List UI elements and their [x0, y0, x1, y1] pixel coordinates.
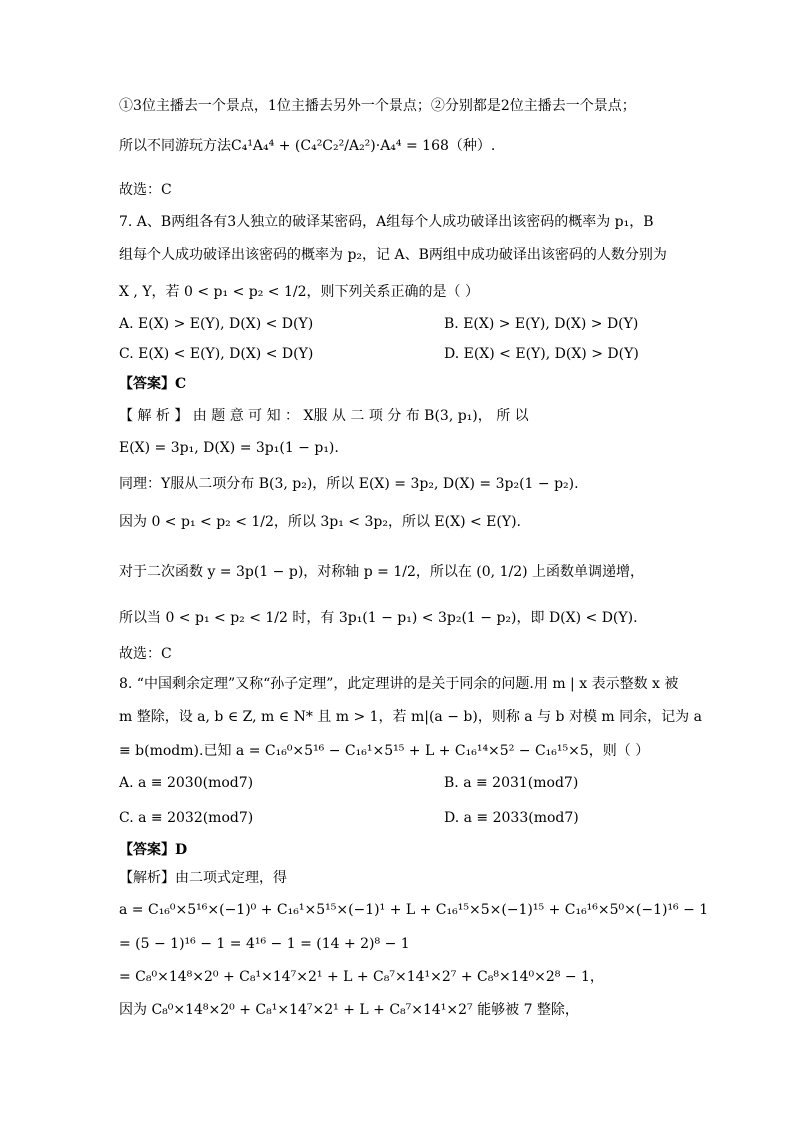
text-line — [119, 136, 495, 156]
question-8-line: 8. “中国剩余定理”又称“孙子定理”，此定理讲的是关于同余的问题.用 m | x 表示整数 x 被 — [119, 676, 679, 692]
q8-explanation: 【解析】由二项式定理，得 — [119, 870, 287, 886]
q8-answer: 【答案】D — [119, 842, 188, 858]
q8-option-c: C. a ≡ 2032(mod7) — [119, 810, 254, 826]
question-7-line: X , Y，若 0 < p₁ < p₂ < 1/2，则下列关系正确的是（ ） — [119, 284, 479, 300]
q7-option-c: C. E(X) < E(Y), D(X) < D(Y) — [119, 346, 314, 362]
q8-explanation: a = C₁₆⁰×5¹⁶×(−1)⁰ + C₁₆¹×5¹⁵×(−1)¹ + L + C₁₆¹⁵×5×(−1)¹⁵ + C₁₆¹⁶×5⁰×(−1)¹⁶ − 1 — [119, 902, 709, 918]
q7-option-b: B. E(X) > E(Y), D(X) > D(Y) — [444, 316, 639, 332]
q8-explanation: = C₈⁰×14⁸×2⁰ + C₈¹×14⁷×2¹ + L + C₈⁷×14¹×2⁷ + C₈⁸×14⁰×2⁸ − 1， — [119, 969, 604, 985]
q7-explanation: 同理：Y服从二项分布 B(3, p₂)，所以 E(X) = 3p₂, D(X) = 3p₂(1 − p₂). — [119, 476, 579, 492]
text-prefix: 所以不同游玩方法 — [119, 138, 231, 154]
q7-explanation: 因为 0 < p₁ < p₂ < 1/2，所以 3p₁ < 3p₂，所以 E(X) < E(Y). — [119, 514, 522, 530]
q8-option-a: A. a ≡ 2030(mod7) — [119, 775, 254, 791]
q7-selection: 故选：C — [119, 646, 172, 662]
q7-explanation: 所以当 0 < p₁ < p₂ < 1/2 时，有 3p₁(1 − p₁) < 3p₂(1 − p₂)，即 D(X) < D(Y). — [119, 610, 638, 626]
q7-explanation: 【 解 析 】 由 题 意 可 知 ： X服 从 二 项 分 布 B(3, p₁)， 所 以 — [119, 408, 529, 424]
q7-option-d: D. E(X) < E(Y), D(X) > D(Y) — [444, 346, 639, 362]
q8-explanation: = (5 − 1)¹⁶ − 1 = 4¹⁶ − 1 = (14 + 2)⁸ − 1 — [119, 936, 410, 952]
question-8-line: m 整除，设 a, b ∈ Z, m ∈ N* 且 m > 1，若 m|(a − b)，则称 a 与 b 对模 m 同余，记为 a — [119, 709, 702, 725]
formula: C₄¹A₄⁴ + (C₄²C₂²/A₂²)·A₄⁴ = 168（种）. — [231, 138, 496, 154]
text-line: ①3位主播去一个景点，1位主播去另外一个景点；②分别都是2位主播去一个景点； — [119, 98, 636, 114]
q8-option-d: D. a ≡ 2033(mod7) — [444, 810, 579, 826]
question-7-line: 组每个人成功破译出该密码的概率为 p₂，记 A、B两组中成功破译出该密码的人数分别为 — [119, 247, 667, 263]
q7-explanation: E(X) = 3p₁, D(X) = 3p₁(1 − p₁). — [119, 440, 339, 456]
q7-answer: 【答案】C — [119, 376, 187, 392]
question-8-line: ≡ b(modm).已知 a = C₁₆⁰×5¹⁶ − C₁₆¹×5¹⁵ + L + C₁₆¹⁴×5² − C₁₆¹⁵×5，则（ ） — [119, 743, 650, 759]
q7-option-a: A. E(X) > E(Y), D(X) < D(Y) — [119, 316, 314, 332]
q8-explanation: 因为 C₈⁰×14⁸×2⁰ + C₈¹×14⁷×2¹ + L + C₈⁷×14¹×2⁷ 能够被 7 整除， — [119, 1002, 579, 1018]
q8-option-b: B. a ≡ 2031(mod7) — [444, 775, 579, 791]
text-line: 故选：C — [119, 182, 172, 198]
q7-explanation: 对于二次函数 y = 3p(1 − p)，对称轴 p = 1/2，所以在 (0, 1/2) 上函数单调递增， — [119, 564, 645, 580]
question-7-line: 7. A、B两组各有3人独立的破译某密码，A组每个人成功破译出该密码的概率为 p₁，B — [119, 214, 654, 230]
